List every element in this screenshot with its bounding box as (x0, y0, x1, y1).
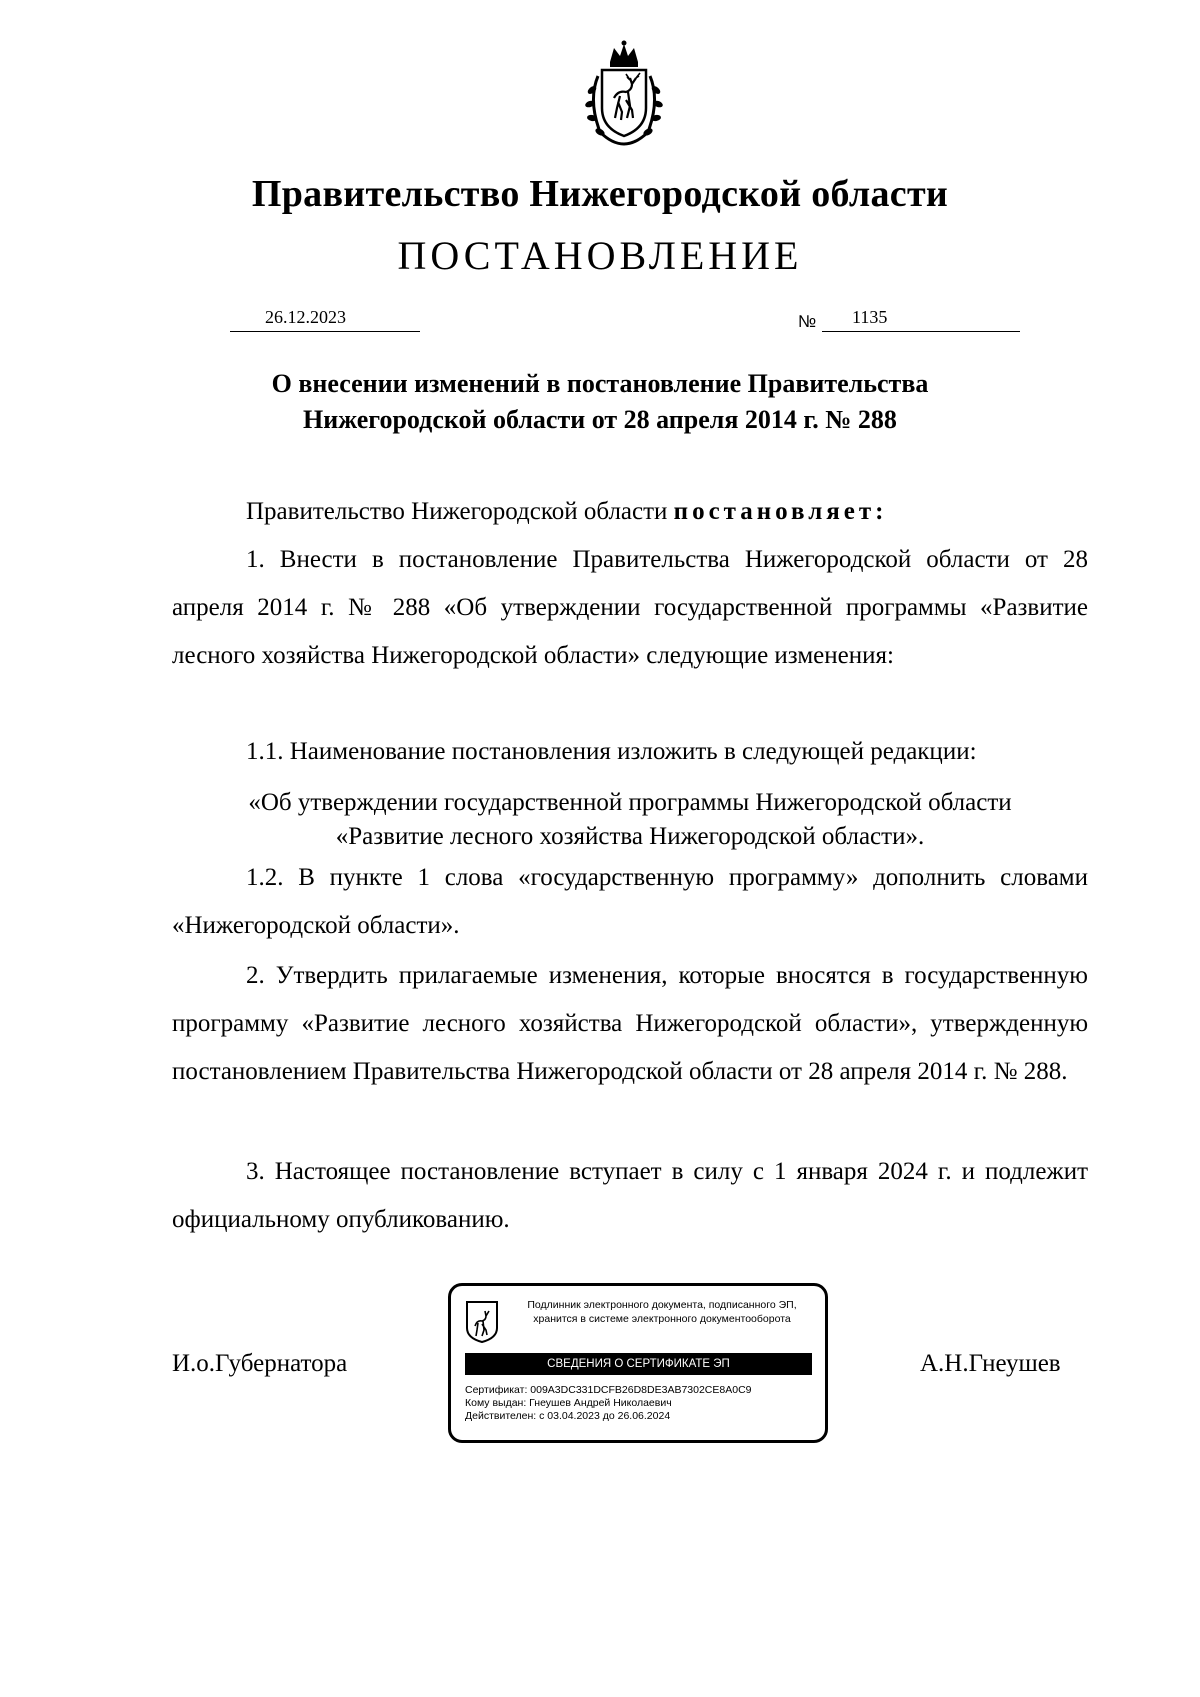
subject-line-2: Нижегородской области от 28 апреля 2014 г. № 288 (303, 405, 897, 434)
intro-paragraph (172, 488, 1088, 536)
signatory-position: И.о.Губернатора (172, 1350, 348, 1377)
paragraph-1-2: 1.2. В пункте 1 слова «государственную программу» дополнить словами «Нижегородской области». (172, 864, 1088, 939)
subject-line-1: О внесении изменений в постановление Правительства (271, 369, 929, 398)
organization-title: Правительство Нижегородской области (251, 173, 949, 215)
signatory-name: А.Н.Гнеушев (920, 1350, 1061, 1377)
intro-prefix: Правительство Нижегородской области (246, 498, 674, 525)
quoted-title-line-2: «Развитие лесного хозяйства Нижегородской области». (335, 823, 925, 850)
certificate-serial: Сертификат: 009A3DC331DCFB26D8DE3AB7302CE8A0C9 (465, 1384, 752, 1396)
document-date: 26.12.2023 (230, 306, 420, 332)
stamp-note-line-2: хранится в системе электронного документооборота (533, 1313, 791, 1325)
quoted-title-line-1: «Об утверждении государственной программы Нижегородской области (248, 789, 1012, 816)
certificate-details (465, 1384, 752, 1423)
intro-action: постановляет: (673, 498, 888, 525)
document-subject (0, 366, 1200, 438)
paragraph-1-1: 1.1. Наименование постановления изложить в следующей редакции: (246, 738, 977, 765)
document-number: 1135 (822, 306, 1020, 332)
quoted-title (172, 786, 1088, 854)
stamp-note-line-1: Подлинник электронного документа, подписанного ЭП, (527, 1299, 797, 1311)
certificate-header: СВЕДЕНИЯ О СЕРТИФИКАТЕ ЭП (465, 1353, 812, 1375)
paragraph-3: 3. Настоящее постановление вступает в силу с 1 января 2024 г. и подлежит официальному опубликованию. (172, 1158, 1088, 1233)
stamp-note (507, 1298, 817, 1326)
certificate-validity: Действителен: с 03.04.2023 до 26.06.2024 (465, 1410, 671, 1422)
electronic-signature-stamp (448, 1283, 828, 1443)
paragraph-1: 1. Внести в постановление Правительства Нижегородской области от 28 апреля 2014 г. № 288 «Об утверждении государственной программы «Развитие лесного хозяйства Нижегородской области» следующие изменения: (172, 546, 1088, 669)
paragraph-2: 2. Утвердить прилагаемые изменения, которые вносятся в государственную программу «Развитие лесного хозяйства Нижегородской области», утвержденную постановлением Правительства Нижегородской области от 28 апреля 2014 г. № 288. (172, 962, 1088, 1085)
coat-of-arms-small-icon (465, 1300, 499, 1344)
document-type: ПОСТАНОВЛЕНИЕ (397, 233, 803, 278)
certificate-owner: Кому выдан: Гнеушев Андрей Николаевич (465, 1397, 672, 1409)
coat-of-arms-icon (570, 40, 678, 148)
number-sign: № (798, 312, 817, 331)
